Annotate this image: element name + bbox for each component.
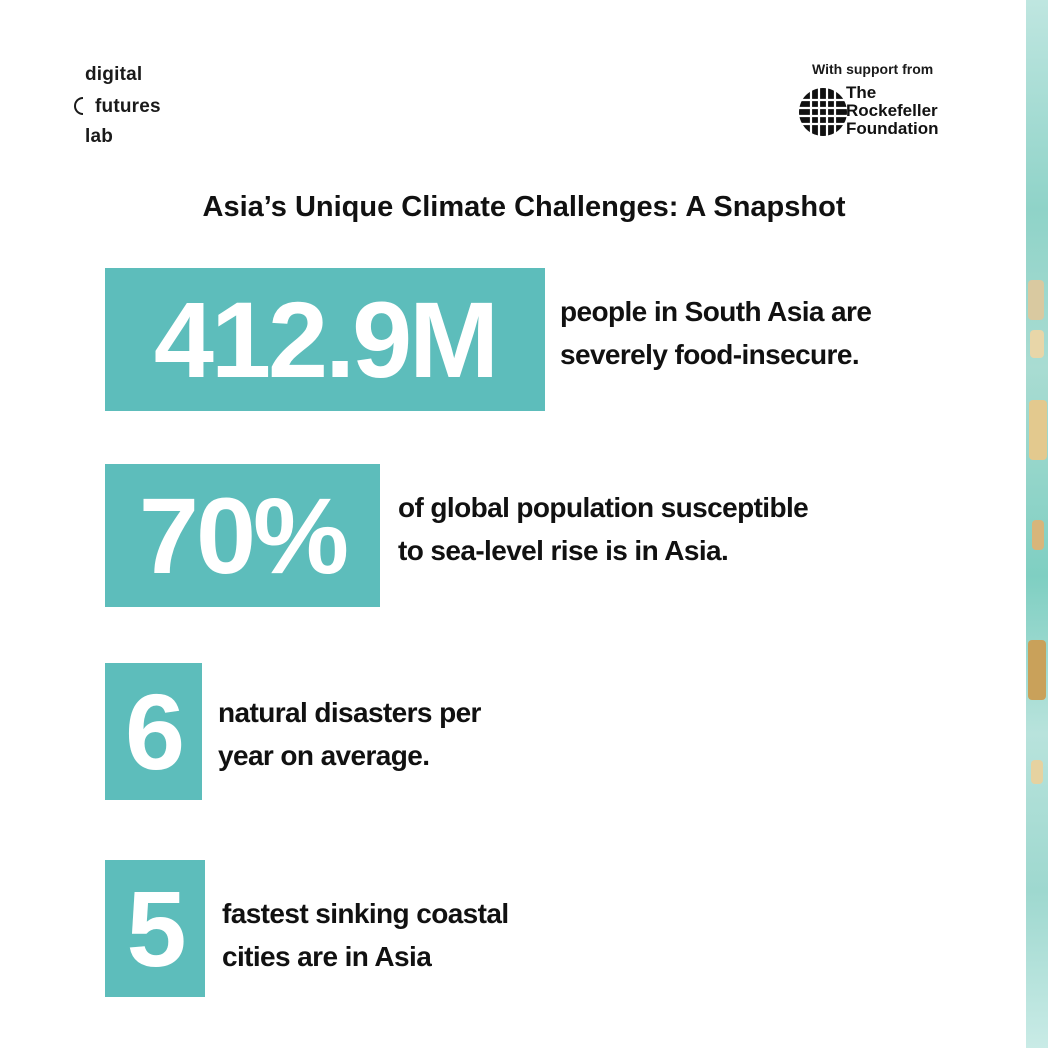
stat-description-line: severely food-insecure. xyxy=(560,339,859,370)
stat-value-box: 5 xyxy=(105,860,205,997)
logo-text-futures: futures xyxy=(95,96,161,117)
sponsor-name-line2: Rockefeller xyxy=(846,101,938,120)
stat-description xyxy=(218,691,481,777)
strip-illustration xyxy=(1031,760,1043,784)
logo-mark-icon xyxy=(74,97,83,115)
support-label: With support from xyxy=(812,61,934,77)
stat-description-line: cities are in Asia xyxy=(222,941,432,972)
logo-text-digital: digital xyxy=(85,64,143,85)
stat-description-line: to sea-level rise is in Asia. xyxy=(398,535,729,566)
stat-value-box: 6 xyxy=(105,663,202,800)
strip-illustration xyxy=(1028,280,1044,320)
stat-description xyxy=(398,486,808,572)
stat-description xyxy=(222,892,509,978)
strip-illustration xyxy=(1032,520,1044,550)
logo-text-lab: lab xyxy=(85,126,114,147)
stat-value-box: 412.9M xyxy=(105,268,545,411)
rockefeller-globe-icon xyxy=(797,86,849,138)
strip-illustration xyxy=(1028,640,1046,700)
decorative-map-strip xyxy=(1026,0,1048,1048)
sponsor-name-line3: Foundation xyxy=(846,119,939,138)
stat-description xyxy=(560,290,871,376)
strip-illustration xyxy=(1030,330,1044,358)
stat-description-line: people in South Asia are xyxy=(560,296,872,327)
stat-description-line: of global population susceptible xyxy=(398,492,809,523)
stat-value-box: 70% xyxy=(105,464,380,607)
stat-description-line: fastest sinking coastal xyxy=(222,898,509,929)
stat-description-line: year on average. xyxy=(218,740,430,771)
stat-description-line: natural disasters per xyxy=(218,697,481,728)
strip-illustration xyxy=(1029,400,1047,460)
sponsor-name-line1: The xyxy=(846,83,877,102)
sponsor-name xyxy=(846,84,939,138)
page-title: Asia’s Unique Climate Challenges: A Snapshot xyxy=(202,191,846,223)
